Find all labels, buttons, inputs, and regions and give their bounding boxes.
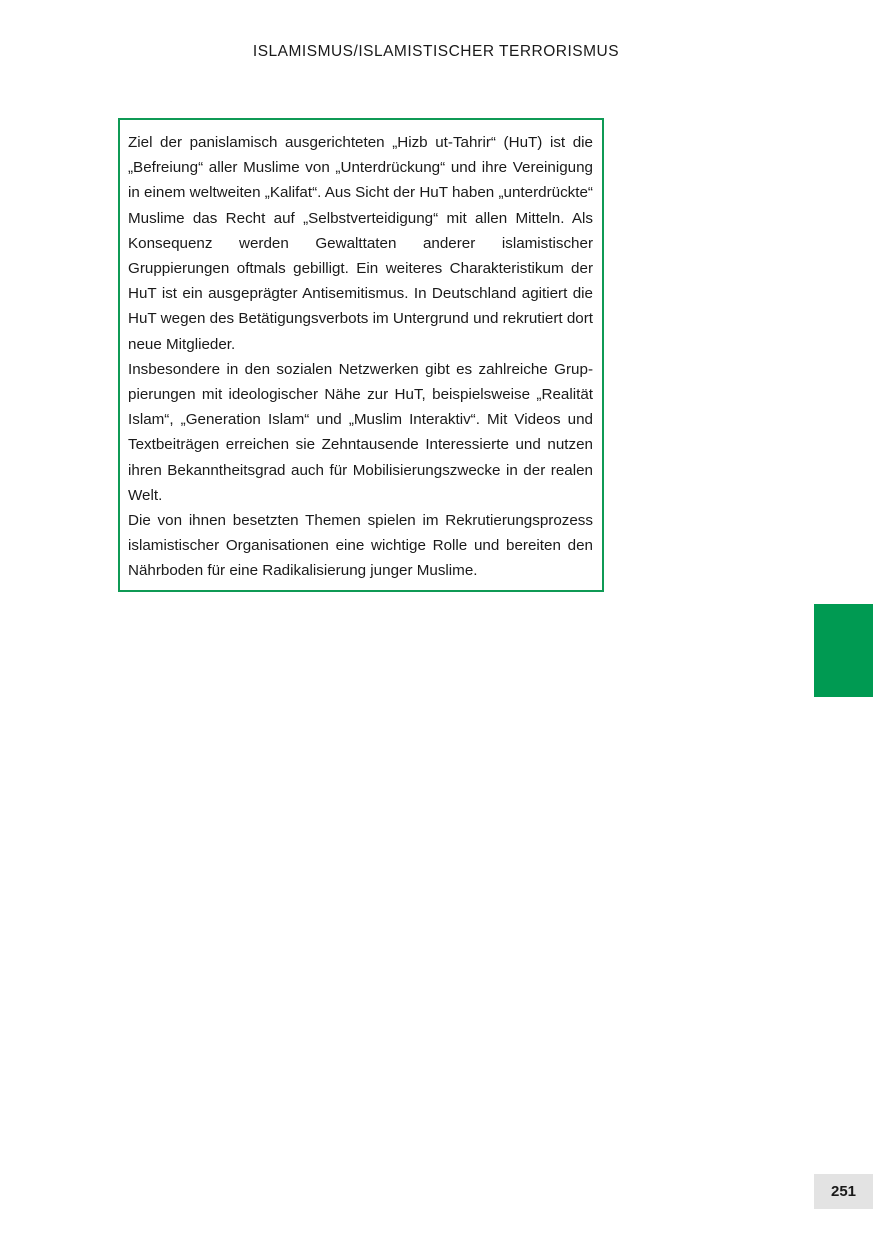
info-paragraph-3: Die von ihnen besetzten Themen spielen im Rekrutierungsprozess islamistischer Organisationen eine wichtige Rolle und bereiten den Nährboden für eine Radikalisierung junger Muslime. [128,512,593,580]
page-number: 251 [814,1174,873,1209]
info-box [118,118,604,592]
info-paragraph-2: Insbesondere in den sozialen Netzwerken gibt es zahlreiche Gruppierungen mit ideologischer Nähe zur HuT, beispielsweise „Realität Islam“, „Generation Islam“ und „Muslim Interaktiv“. Mit Videos und Textbeiträgen erreichen sie Zehntausende Interessierte und nutzen ihren Bekanntheitsgrad auch für Mobilisierungszwecke in der realen Welt. [128,360,593,504]
chapter-marker-tab [814,604,873,697]
running-header: ISLAMISMUS/ISLAMISTISCHER TERRORISMUS [252,43,620,60]
info-paragraph-1: Ziel der panislamisch ausgerichteten „Hizb ut-Tahrir“ (HuT) ist die „Befreiung“ aller Muslime von „Unterdrückung“ und ihre Vereinigung in einem weltweiten „Kalifat“. Aus Sicht der HuT haben „unterdrückte“ Muslime das Recht auf „Selbstverteidigung“ mit allen Mitteln. Als Konsequenz werden Gewalttaten anderer islamistischer Gruppierungen oftmals gebilligt. Ein weiteres Charakteristikum der HuT ist ein ausgeprägter Antisemitismus. In Deutschland agitiert die HuT wegen des Betätigungsverbots im Untergrund und rekrutiert dort neue Mitglieder. [128,134,593,353]
